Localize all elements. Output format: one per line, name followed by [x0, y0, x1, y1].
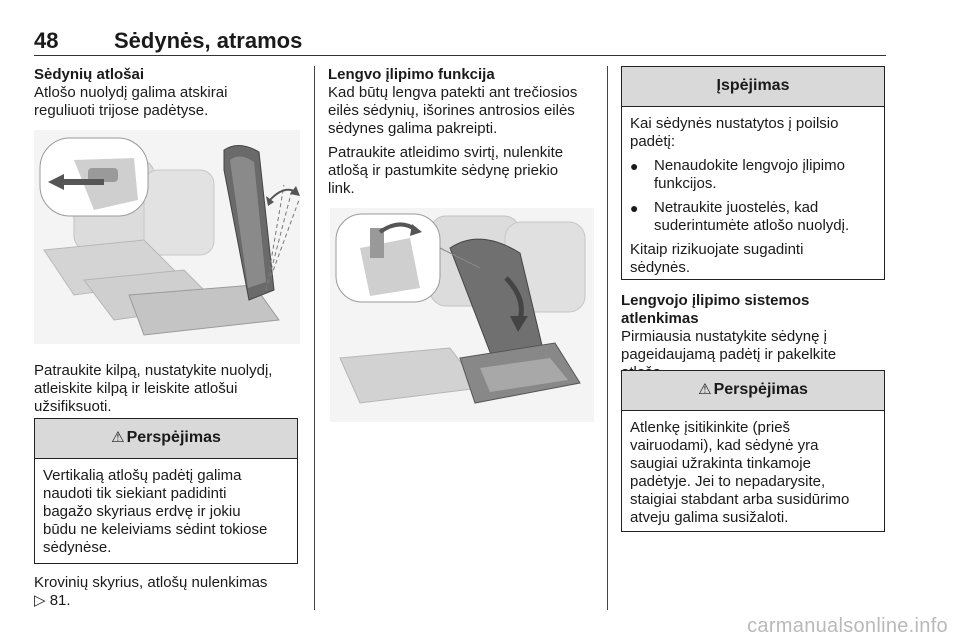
notice-box-rest-position — [621, 66, 885, 280]
warning-title: Perspėjimas — [713, 381, 808, 398]
section-heading: Lengvojo įlipimo sistemos atlenkimas — [621, 292, 810, 327]
warning-body — [35, 459, 297, 557]
warning-box-backrest — [34, 418, 298, 564]
text-line: Nenaudokite lengvojo įlipimo — [654, 157, 845, 174]
text-line: pageidaujamą padėtį ir pakelkite — [621, 346, 837, 363]
header-divider — [34, 55, 886, 56]
warning-title: Perspėjimas — [126, 429, 221, 446]
text-line: bagažo skyriaus erdvę ir jokiu — [43, 503, 241, 520]
left-column-intro — [34, 66, 304, 120]
warning-header — [622, 371, 884, 411]
crossref-page[interactable]: 81. — [49, 592, 71, 609]
notice-title: Įspėjimas — [716, 77, 790, 94]
text-line: naudoti tik siekiant padidinti — [43, 485, 227, 502]
text-line: funkcijos. — [654, 175, 717, 192]
text-line: atleiskite kilpą ir leiskite atlošui — [34, 380, 238, 397]
column-divider-1 — [314, 66, 315, 610]
notice-body — [622, 107, 884, 277]
text-line: reguliuoti trijose padėtyse. — [34, 102, 209, 119]
warning-header — [35, 419, 297, 459]
text-line: padėtį: — [630, 133, 676, 150]
text-line: sėdynes galima pakreipti. — [328, 120, 498, 137]
seat-backrest-illustration — [34, 130, 300, 344]
cross-reference — [34, 574, 304, 610]
page-number: 48 — [34, 28, 59, 53]
text-line: eilės sėdynių, išorines antrosios eilės — [328, 102, 575, 119]
cross-reference-arrow-icon: ▷ — [34, 592, 46, 609]
warning-triangle-icon: ⚠ — [698, 381, 712, 398]
notice-header — [622, 67, 884, 107]
text-line: link. — [328, 180, 355, 197]
text-line: atveju galima susižaloti. — [630, 509, 789, 526]
text-line: Netraukite juostelės, kad — [654, 199, 819, 216]
text-line: Kai sėdynės nustatytos į poilsio — [630, 115, 839, 132]
text-line: Patraukite atleidimo svirtį, nulenkite — [328, 144, 564, 161]
seat-backrest-drawing — [34, 130, 300, 344]
text-line: Kitaip rizikuojate sugadinti — [630, 241, 804, 258]
text-line: Pirmiausia nustatykite sėdynę į — [621, 328, 827, 345]
text-line: Atlenkę įsitikinkite (prieš — [630, 419, 791, 436]
text-line: Atlošo nuolydį galima atskirai — [34, 84, 228, 101]
text-line: vairuodami), kad sėdynė yra — [630, 437, 819, 454]
text-line: staigiai stabdant arba susidūrimo — [630, 491, 850, 508]
easy-entry-illustration — [330, 208, 594, 422]
text-line: suderintumėte atlošo nuolydį. — [654, 217, 850, 234]
text-line: saugiai užrakinta tinkamoje — [630, 455, 811, 472]
notice-bullet — [630, 199, 876, 235]
crossref-text: Krovinių skyrius, atlošų nulenkimas — [34, 574, 268, 591]
text-line: Vertikalią atlošų padėtį galima — [43, 467, 242, 484]
section-heading: Lengvo įlipimo funkcija — [328, 66, 495, 83]
text-line: užsifiksuoti. — [34, 398, 112, 415]
right-column-text — [621, 292, 891, 382]
text-line: atlošą ir pastumkite sėdynę priekio — [328, 162, 559, 179]
middle-column-text — [328, 66, 596, 198]
text-line: Kad būtų lengva patekti ant trečiosios — [328, 84, 578, 101]
text-line: sėdynėse. — [43, 539, 112, 556]
column-divider-2 — [607, 66, 608, 610]
warning-box-folding — [621, 370, 885, 532]
notice-bullet — [630, 157, 876, 193]
text-line: sėdynės. — [630, 259, 691, 276]
text-line: Patraukite kilpą, nustatykite nuolydį, — [34, 362, 273, 379]
warning-body — [622, 411, 884, 527]
bullet-dot-icon: ● — [630, 200, 639, 216]
text-line: padėtyje. Jei to nepadarysite, — [630, 473, 826, 490]
running-title: Sėdynės, atramos — [114, 28, 303, 53]
text-line: būdu ne keleiviams sėdint tokiose — [43, 521, 268, 538]
easy-entry-drawing — [330, 208, 594, 422]
warning-triangle-icon: ⚠ — [111, 429, 125, 446]
bullet-dot-icon: ● — [630, 158, 639, 174]
section-heading: Sėdynių atlošai — [34, 66, 145, 83]
left-column-instruction — [34, 362, 304, 416]
page-header — [34, 28, 886, 54]
watermark: carmanualsonline.info — [747, 615, 948, 637]
